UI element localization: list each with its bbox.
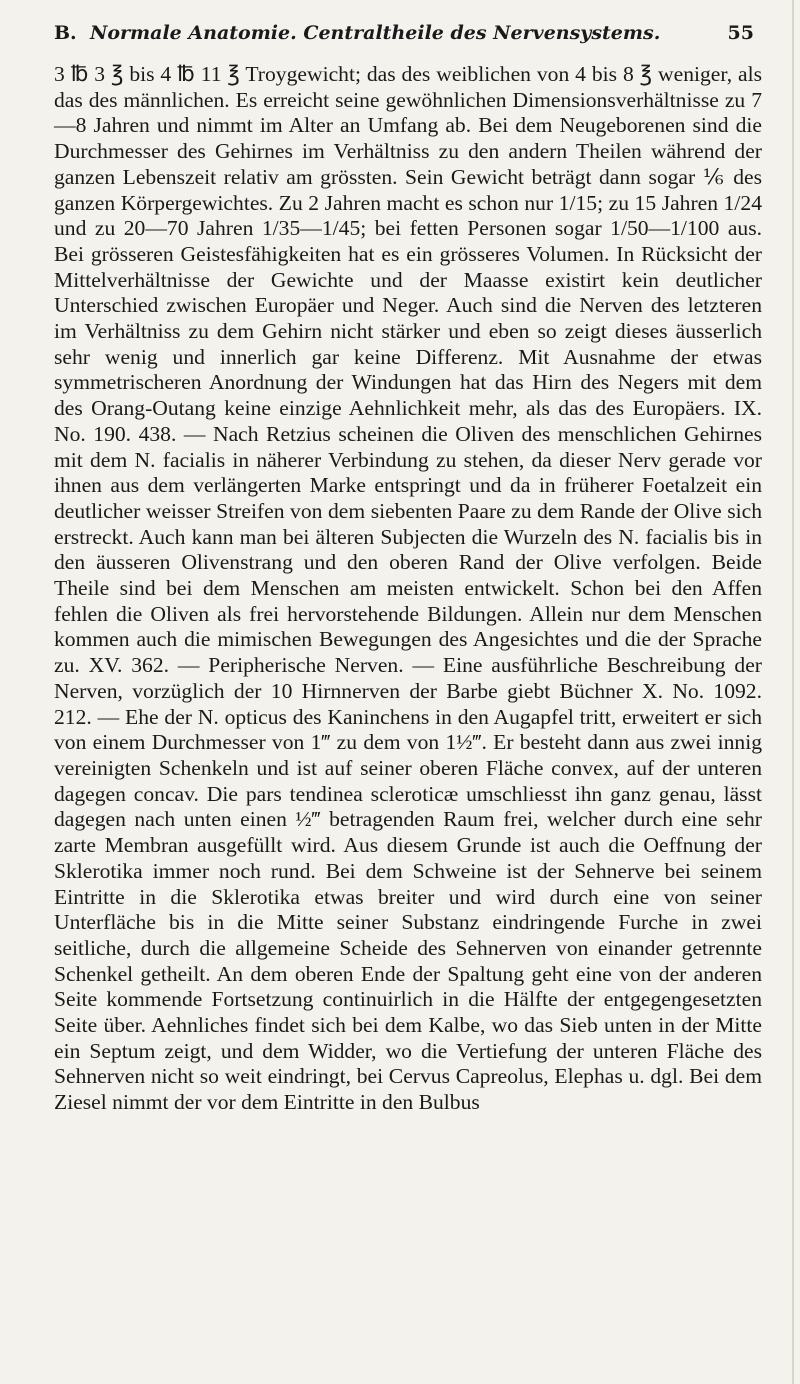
page-number: 55	[727, 22, 754, 44]
page-edge-line	[792, 0, 794, 1384]
body-text	[54, 62, 762, 1116]
running-title: Normale Anatomie. Centraltheile des Nervensystems.	[90, 22, 661, 44]
section-letter: B.	[54, 22, 77, 44]
running-header	[54, 16, 754, 52]
paragraph: 3 ℔ 3 ℥ bis 4 ℔ 11 ℥ Troygewicht; das des weiblichen von 4 bis 8 ℥ weniger, als das des männlichen. Es erreicht seine gewöhnlichen Dimensionsverhältnisse zu 7—8 Jahren und nimmt im Alter an Umfang ab. Bei dem Neugeborenen sind die Durchmesser des Gehirnes im Verhältniss zu den andern Theilen während der ganzen Lebenszeit relativ am grössten. Sein Gewicht beträgt dann sogar ⅙ des ganzen Körpergewichtes. Zu 2 Jahren macht es schon nur 1/15; zu 15 Jahren 1/24 und zu 20—70 Jahren 1/35—1/45; bei fetten Personen sogar 1/50—1/100 aus. Bei grösseren Geistesfähigkeiten hat es ein grösseres Volumen. In Rücksicht der Mittelverhältnisse der Gewichte und der Maasse existirt kein deutlicher Unterschied zwischen Europäer und Neger. Auch sind die Nerven des letzteren im Verhältniss zu dem Gehirn nicht stärker und eben so zeigt dieses äusserlich sehr wenig und innerlich gar keine Differenz. Mit Ausnahme der etwas symmetrischeren Anordnung der Windungen hat das Hirn des Negers mit dem des Orang-Outang keine einzige Aehnlichkeit mehr, als das des Europäers. IX. No. 190. 438. — Nach Retzius scheinen die Oliven des menschlichen Gehirnes mit dem N. facialis in näherer Verbindung zu stehen, da dieser Nerv gerade vor ihnen aus dem verlängerten Marke entspringt und da in früherer Foetalzeit ein deutlicher weisser Streifen von dem siebenten Paare zu dem Rande der Olive sich erstreckt. Auch kann man bei älteren Subjecten die Wurzeln des N. facialis bis in den äusseren Olivenstrang und den oberen Rand der Olive verfolgen. Beide Theile sind bei dem Menschen am meisten entwickelt. Schon bei den Affen fehlen die Oliven als frei hervorstehende Bildungen. Allein nur dem Menschen kommen auch die mimischen Bewegungen des Angesichtes und die der Sprache zu. XV. 362. — Peripherische Nerven. — Eine ausführliche Beschreibung der Nerven, vorzüglich der 10 Hirnnerven der Barbe giebt Büchner X. No. 1092. 212. — Ehe der N. opticus des Kaninchens in den Augapfel tritt, erweitert er sich von einem Durchmesser von 1‴ zu dem von 1½‴. Er besteht dann aus zwei innig vereinigten Schenkeln und ist auf seiner oberen Fläche convex, auf der unteren dagegen concav. Die pars tendinea scleroticæ umschliesst ihn ganz genau, lässt dagegen nach unten einen ½‴ betragenden Raum frei, welcher durch eine sehr zarte Membran ausgefüllt wird. Aus diesem Grunde ist auch die Oeffnung der Sklerotika immer noch rund. Bei dem Schweine ist der Sehnerve bei seinem Eintritte in die Sklerotika etwas breiter und wird durch eine von seiner Unterfläche bis in die Mitte seiner Substanz eindringende Furche in zwei seitliche, durch die allgemeine Scheide des Sehnerven von einander getrennte Schenkel getheilt. An dem oberen Ende der Spaltung geht eine von der anderen Seite kommende Fortsetzung continuirlich in die Hälfte der entgegengesetzten Seite über. Aehnliches findet sich bei dem Kalbe, wo das Sieb unten in der Mitte ein Septum zeigt, und dem Widder, wo die Vertiefung der unteren Fläche des Sehnerven nicht so weit eindringt, bei Cervus Capreolus, Elephas u. dgl. Bei dem Ziesel nimmt der vor dem Eintritte in den Bulbus	[54, 62, 762, 1115]
